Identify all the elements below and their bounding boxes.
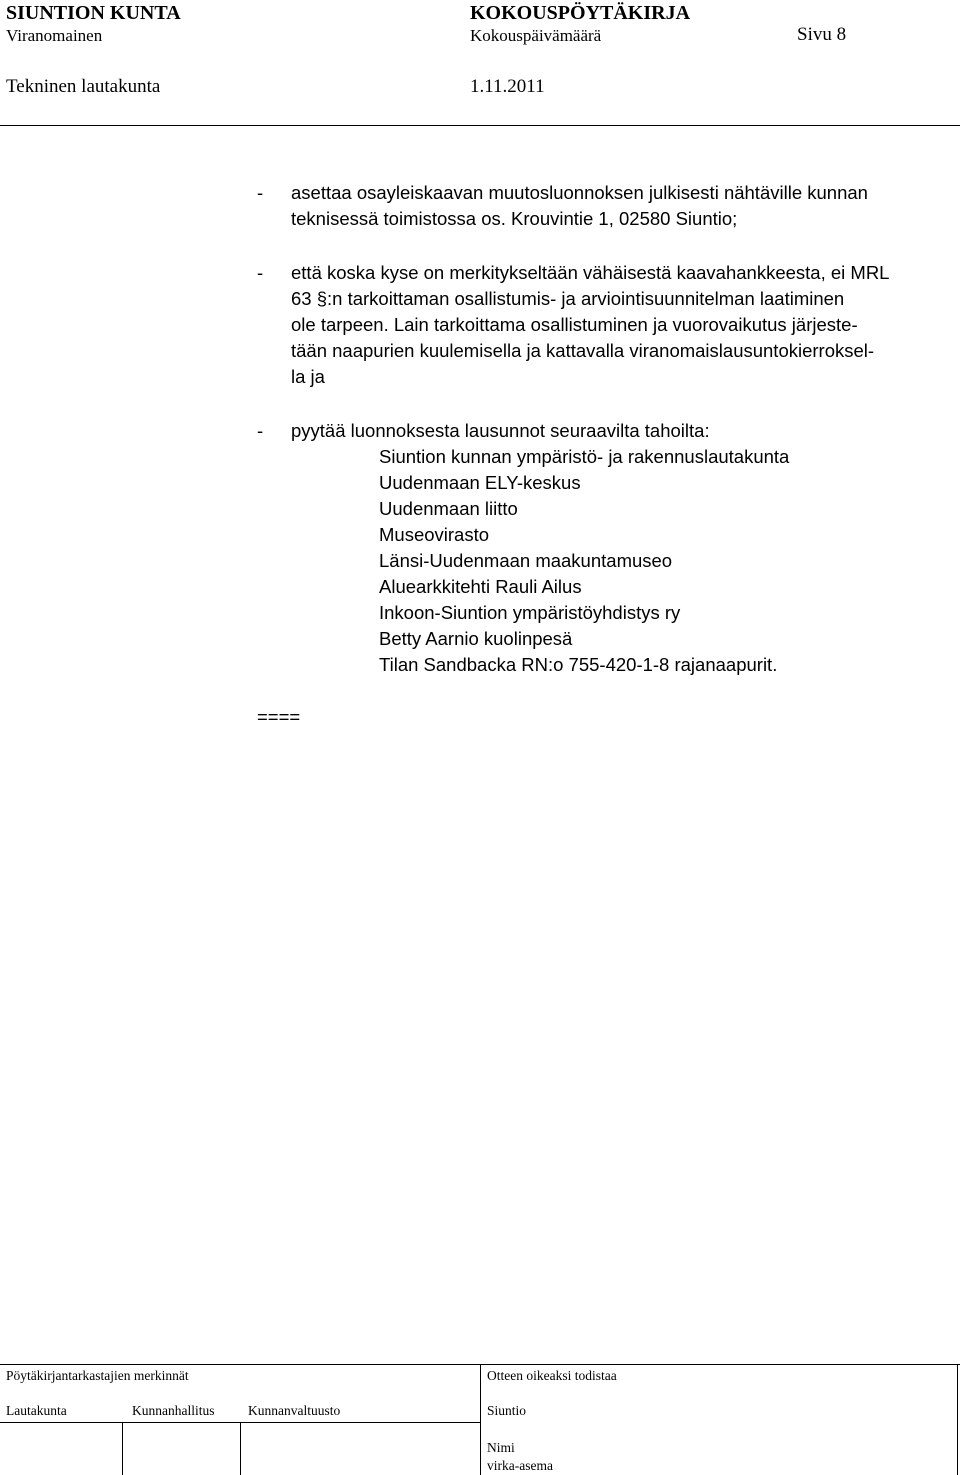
item2-line2: 63 §:n tarkoittaman osallistumis- ja arviointisuunnitelman laatiminen	[291, 288, 845, 309]
bullet-dash: -	[257, 182, 264, 203]
recipient-item: Betty Aarnio kuolinpesä	[379, 628, 573, 649]
item1-line1: asettaa osayleiskaavan muutosluonnoksen julkisesti nähtäville kunnan	[291, 182, 868, 203]
meeting-date-label: Kokouspäivämäärä	[470, 26, 602, 45]
recipient-item: Aluearkkitehti Rauli Ailus	[379, 576, 582, 597]
footer-column-divider	[122, 1422, 123, 1475]
bullet-dash: -	[257, 420, 264, 441]
meeting-date: 1.11.2011	[470, 76, 545, 97]
name-label: Nimi	[487, 1440, 515, 1455]
page-number: Sivu 8	[797, 24, 847, 45]
item2-line4: tään naapurien kuulemisella ja kattavalla viranomaislausuntokierroksel-	[291, 340, 875, 361]
header-divider	[0, 125, 960, 126]
recipient-item: Uudenmaan liitto	[379, 498, 518, 519]
item2-line1: että koska kyse on merkitykseltään vähäisestä kaavahankkeesta, ei MRL	[291, 262, 890, 283]
column-kunnanhallitus: Kunnanhallitus	[132, 1403, 215, 1418]
place-name: Siuntio	[487, 1403, 527, 1418]
authority-name: Tekninen lautakunta	[6, 76, 161, 97]
footer-center-divider	[480, 1364, 481, 1475]
end-mark: ====	[257, 706, 301, 727]
position-label: virka-asema	[487, 1458, 553, 1473]
item2-line3: ole tarpeen. Lain tarkoittama osallistuminen ja vuorovaikutus järjeste-	[291, 314, 858, 335]
column-lautakunta: Lautakunta	[6, 1403, 67, 1418]
authority-label: Viranomainen	[6, 26, 103, 45]
footer-right-border	[957, 1364, 958, 1475]
recipient-item: Museovirasto	[379, 524, 490, 545]
column-kunnanvaltuusto: Kunnanvaltuusto	[248, 1403, 341, 1418]
recipient-item: Siuntion kunnan ympäristö- ja rakennuslautakunta	[379, 446, 790, 467]
item3-line1: pyytää luonnoksesta lausunnot seuraavilta tahoilta:	[291, 420, 710, 441]
recipient-item: Länsi-Uudenmaan maakuntamuseo	[379, 550, 673, 571]
certified-label: Otteen oikeaksi todistaa	[487, 1368, 617, 1383]
document-type: KOKOUSPÖYTÄKIRJA	[470, 2, 691, 24]
recipient-item: Inkoon-Siuntion ympäristöyhdistys ry	[379, 602, 681, 623]
bullet-dash: -	[257, 262, 264, 283]
recipient-item: Tilan Sandbacka RN:o 755-420-1-8 rajanaapurit.	[379, 654, 778, 675]
inspectors-label: Pöytäkirjantarkastajien merkinnät	[6, 1368, 189, 1383]
item1-line2: teknisessä toimistossa os. Krouvintie 1, 02580 Siuntio;	[291, 208, 738, 229]
item2-line5: la ja	[291, 366, 325, 387]
municipality-name: SIUNTION KUNTA	[6, 2, 181, 24]
footer-column-divider	[240, 1422, 241, 1475]
recipient-item: Uudenmaan ELY-keskus	[379, 472, 581, 493]
